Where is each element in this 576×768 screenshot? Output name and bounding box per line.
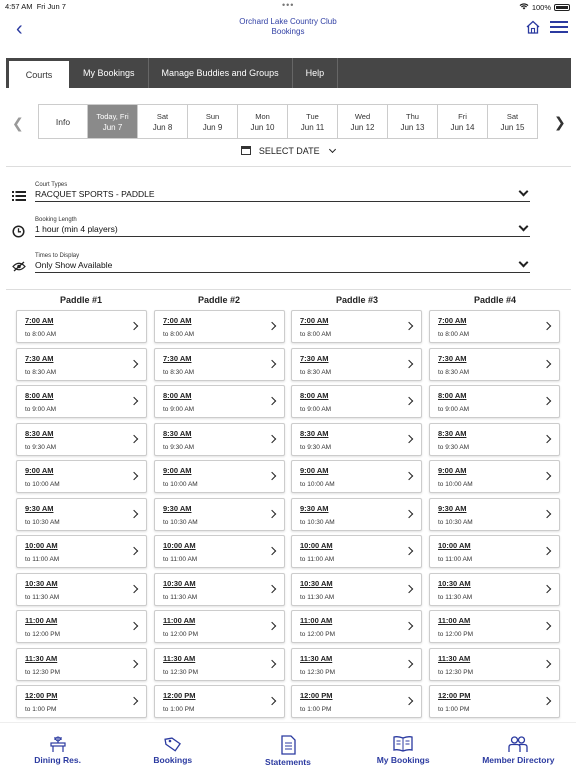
chevron-right-icon (405, 659, 413, 667)
slot-start-time: 7:30 AM (438, 353, 467, 363)
time-slot-button[interactable] (291, 573, 422, 606)
date-day: Jun 15 (500, 122, 525, 132)
date-info-cell[interactable] (38, 104, 88, 139)
time-slot-button[interactable] (291, 348, 422, 381)
date-day: Jun 8 (152, 122, 173, 132)
chevron-right-icon (543, 359, 551, 367)
slot-start-time: 8:30 AM (300, 428, 329, 438)
time-slot-button[interactable] (16, 498, 147, 531)
date-cell[interactable] (238, 104, 288, 139)
date-weekday: Sun (205, 111, 220, 121)
eye-slash-icon (12, 261, 26, 275)
date-day: Jun 14 (450, 122, 475, 132)
slot-start-time: 7:00 AM (163, 316, 192, 325)
slot-end-time: to 10:30 AM (25, 518, 60, 526)
slot-start-time: 10:00 AM (163, 541, 196, 550)
time-slot-button[interactable] (154, 685, 285, 718)
slot-start-time: 11:00 AM (163, 616, 196, 625)
time-slot-button[interactable] (291, 423, 422, 456)
slot-end-time: to 1:00 PM (163, 706, 195, 713)
booking-length-value: 1 hour (min 4 players) (35, 224, 118, 234)
chevron-right-icon (130, 322, 138, 330)
slot-end-time: to 10:30 AM (300, 518, 335, 526)
slot-end-time: to 8:00 AM (25, 331, 57, 338)
slot-start-time: 8:00 AM (25, 391, 54, 400)
time-slot-button[interactable] (16, 423, 147, 456)
date-cell[interactable] (138, 104, 188, 139)
slot-end-time: to 9:30 AM (163, 443, 195, 451)
slot-end-time: to 8:30 AM (300, 368, 332, 376)
date-weekday: Today, Fri (96, 111, 129, 121)
slot-start-time: 8:30 AM (25, 428, 54, 438)
tab-my-bookings[interactable]: My Bookings (70, 58, 149, 88)
court-type-underline (35, 201, 530, 202)
slot-start-time: 9:30 AM (163, 503, 192, 513)
times-display-value: Only Show Available (35, 260, 113, 270)
time-slot-button[interactable] (291, 460, 422, 493)
time-slot-button[interactable] (154, 610, 285, 643)
wifi-icon (519, 2, 529, 12)
chevron-right-icon (268, 509, 276, 517)
slot-end-time: to 10:00 AM (300, 481, 335, 488)
slot-end-time: to 12:30 PM (163, 668, 199, 676)
nav-label: Dining Res. (34, 755, 81, 765)
slot-start-time: 11:30 AM (25, 653, 58, 663)
slot-start-time: 9:00 AM (438, 466, 467, 475)
date-cell[interactable] (338, 104, 388, 139)
book-icon (392, 735, 414, 753)
slot-end-time: to 8:00 AM (163, 331, 195, 338)
time-slot-button[interactable] (154, 460, 285, 493)
slot-end-time: to 11:30 AM (163, 593, 198, 601)
battery-percent: 100% (531, 2, 551, 12)
time-slot-button[interactable] (154, 648, 285, 681)
status-bar (0, 0, 576, 12)
dining-icon (48, 735, 68, 753)
time-slot-button[interactable] (16, 348, 147, 381)
nav-label: Statements (265, 757, 311, 767)
chevron-right-icon (130, 584, 138, 592)
slot-start-time: 10:00 AM (300, 541, 333, 550)
chevron-right-icon (543, 547, 551, 555)
chevron-right-icon (130, 509, 138, 517)
slot-start-time: 9:30 AM (25, 503, 54, 513)
chevron-right-icon (543, 472, 551, 480)
date-cell[interactable] (488, 104, 538, 139)
app-header (0, 12, 576, 48)
date-cell[interactable] (438, 104, 488, 139)
clock-icon (12, 225, 26, 239)
back-chevron-icon[interactable]: ‹ (16, 18, 23, 40)
booking-length-underline (35, 236, 530, 237)
date-weekday: Fri (458, 111, 467, 121)
select-date-label: SELECT DATE (258, 146, 320, 156)
time-slot-button[interactable] (429, 535, 560, 568)
nav-my-bookings[interactable] (353, 723, 453, 768)
times-display-label: Times to Display (35, 253, 80, 259)
divider (6, 289, 571, 290)
court-type-select[interactable] (12, 182, 532, 212)
slot-start-time: 10:00 AM (25, 541, 58, 550)
slot-end-time: to 12:30 PM (300, 668, 336, 676)
slot-end-time: to 10:00 AM (163, 481, 198, 488)
slot-end-time: to 8:30 AM (25, 368, 57, 376)
time-slot-button[interactable] (154, 573, 285, 606)
slot-end-time: to 9:30 AM (438, 443, 470, 451)
date-cell[interactable] (288, 104, 338, 139)
time-slot-button[interactable] (16, 648, 147, 681)
slot-start-time: 12:00 PM (300, 691, 333, 700)
chevron-right-icon (268, 434, 276, 442)
time-slot-button[interactable] (429, 348, 560, 381)
slot-end-time: to 11:00 AM (25, 556, 60, 563)
slot-end-time: to 8:30 AM (438, 368, 470, 376)
date-day: Jun 9 (202, 122, 223, 132)
slot-start-time: 7:30 AM (300, 353, 329, 363)
slot-start-time: 11:00 AM (300, 616, 333, 625)
date-day: Jun 7 (102, 122, 123, 132)
chevron-right-icon (130, 397, 138, 405)
time-slot-button[interactable] (429, 310, 560, 343)
slot-end-time: to 12:00 PM (25, 631, 61, 638)
time-slot-button[interactable] (429, 460, 560, 493)
time-slot-button[interactable] (154, 385, 285, 418)
chevron-right-icon (405, 397, 413, 405)
chevron-right-icon (543, 509, 551, 517)
slot-start-time: 12:00 PM (438, 691, 471, 700)
tab-courts[interactable]: Courts (8, 60, 70, 88)
tag-icon (163, 735, 183, 753)
chevron-right-icon (130, 472, 138, 480)
date-info-label: Info (55, 116, 71, 127)
slot-end-time: to 12:00 PM (163, 631, 199, 638)
slot-start-time: 11:00 AM (25, 616, 58, 625)
time-slot-button[interactable] (16, 385, 147, 418)
slot-end-time: to 11:30 AM (300, 593, 335, 601)
next-dates-chevron-icon[interactable]: ❯ (554, 114, 566, 130)
slot-start-time: 9:30 AM (438, 503, 467, 513)
chevron-right-icon (543, 697, 551, 705)
court-header: Paddle #1 (59, 295, 103, 305)
slot-start-time: 11:00 AM (438, 616, 471, 625)
slot-end-time: to 9:30 AM (300, 443, 332, 451)
time-slot-button[interactable] (154, 310, 285, 343)
slot-start-time: 10:30 AM (300, 578, 333, 588)
date-cell[interactable] (388, 104, 438, 139)
slot-end-time: to 8:00 AM (300, 331, 332, 338)
slot-end-time: to 10:30 AM (438, 518, 473, 526)
slot-start-time: 7:00 AM (300, 316, 329, 325)
slot-start-time: 11:30 AM (438, 653, 471, 663)
time-slot-button[interactable] (291, 648, 422, 681)
chevron-right-icon (130, 659, 138, 667)
slot-start-time: 10:30 AM (163, 578, 196, 588)
court-type-label: Court Types (35, 182, 68, 188)
slot-start-time: 9:30 AM (300, 503, 329, 513)
time-slot-button[interactable] (154, 535, 285, 568)
date-weekday: Mon (255, 111, 270, 121)
court-header: Paddle #2 (197, 295, 241, 305)
time-slot-button[interactable] (16, 535, 147, 568)
chevron-right-icon (405, 547, 413, 555)
slot-start-time: 8:00 AM (438, 391, 467, 400)
slot-start-time: 7:00 AM (25, 316, 54, 325)
time-slot-button[interactable] (154, 498, 285, 531)
date-weekday: Thu (406, 111, 419, 121)
chevron-right-icon (130, 547, 138, 555)
slot-start-time: 12:00 PM (25, 691, 58, 700)
chevron-down-icon (519, 222, 529, 232)
slot-start-time: 8:30 AM (163, 428, 192, 438)
chevron-right-icon (543, 434, 551, 442)
time-slot-button[interactable] (154, 423, 285, 456)
time-slot-button[interactable] (291, 385, 422, 418)
multitask-dots-icon[interactable]: ••• (282, 0, 295, 10)
battery-icon (554, 4, 570, 11)
date-day: Jun 13 (400, 122, 425, 132)
chevron-right-icon (405, 622, 413, 630)
chevron-right-icon (130, 697, 138, 705)
chevron-right-icon (405, 472, 413, 480)
chevron-down-icon (329, 146, 336, 153)
slot-end-time: to 10:00 AM (25, 481, 60, 488)
slot-start-time: 7:30 AM (163, 353, 192, 363)
time-slot-button[interactable] (16, 610, 147, 643)
chevron-right-icon (268, 397, 276, 405)
slot-end-time: to 12:30 PM (25, 668, 61, 676)
nav-statements[interactable] (238, 723, 338, 768)
slot-end-time: to 12:00 PM (300, 631, 336, 638)
slot-start-time: 9:00 AM (300, 466, 329, 475)
time-slot-button[interactable] (16, 685, 147, 718)
status-date: Fri Jun 7 (36, 2, 66, 11)
time-slot-button[interactable] (429, 685, 560, 718)
slot-start-time: 7:30 AM (25, 353, 54, 363)
slot-end-time: to 12:30 PM (438, 668, 474, 676)
chevron-right-icon (543, 659, 551, 667)
time-slot-button[interactable] (291, 610, 422, 643)
slot-start-time: 11:30 AM (300, 653, 333, 663)
chevron-right-icon (268, 622, 276, 630)
date-day: Jun 11 (300, 122, 325, 132)
date-weekday: Tue (306, 111, 319, 121)
time-slot-button[interactable] (291, 535, 422, 568)
court-header: Paddle #3 (335, 295, 379, 305)
date-day: Jun 12 (350, 122, 375, 132)
status-time: 4:57 AM (5, 2, 33, 11)
chevron-right-icon (405, 359, 413, 367)
slot-end-time: to 11:30 AM (438, 593, 473, 601)
slot-end-time: to 9:00 AM (163, 406, 195, 413)
home-icon[interactable] (525, 19, 541, 35)
select-date-button[interactable] (0, 146, 576, 156)
slot-end-time: to 10:30 AM (163, 518, 198, 526)
club-name: Orchard Lake Country Club (239, 17, 337, 26)
tab-help[interactable]: Help (293, 58, 339, 88)
time-slot-button[interactable] (154, 348, 285, 381)
slot-end-time: to 1:00 PM (25, 706, 57, 713)
nav-dining-res[interactable] (8, 723, 108, 768)
slot-start-time: 12:00 PM (163, 691, 196, 700)
chevron-right-icon (268, 359, 276, 367)
chevron-down-icon (519, 258, 529, 268)
time-slot-button[interactable] (429, 573, 560, 606)
chevron-right-icon (268, 697, 276, 705)
time-slot-button[interactable] (16, 460, 147, 493)
chevron-right-icon (543, 322, 551, 330)
court-header: Paddle #4 (473, 295, 517, 305)
status-time-date (5, 2, 66, 11)
nav-label: My Bookings (376, 755, 430, 765)
chevron-right-icon (405, 584, 413, 592)
nav-member-directory[interactable] (468, 723, 568, 768)
slot-start-time: 10:30 AM (25, 578, 58, 588)
chevron-right-icon (405, 434, 413, 442)
people-icon (507, 735, 529, 753)
chevron-right-icon (268, 322, 276, 330)
slot-start-time: 10:00 AM (438, 541, 471, 550)
slot-end-time: to 1:00 PM (300, 706, 332, 713)
time-slot-button[interactable] (429, 423, 560, 456)
slot-start-time: 11:30 AM (163, 653, 196, 663)
slot-start-time: 8:00 AM (163, 391, 192, 400)
time-slot-button[interactable] (291, 310, 422, 343)
bottom-navigation (0, 722, 576, 768)
date-cell[interactable] (88, 104, 138, 139)
time-slot-button[interactable] (429, 648, 560, 681)
tab-bar (6, 58, 571, 88)
slot-end-time: to 12:00 PM (438, 631, 474, 638)
date-day: Jun 10 (250, 122, 275, 132)
chevron-right-icon (405, 509, 413, 517)
slot-end-time: to 11:00 AM (163, 556, 198, 563)
slot-start-time: 9:00 AM (163, 466, 192, 475)
divider (6, 166, 571, 167)
times-display-select[interactable] (12, 253, 532, 283)
slot-end-time: to 1:00 PM (438, 706, 470, 713)
hamburger-menu-icon[interactable] (550, 21, 568, 35)
chevron-right-icon (543, 584, 551, 592)
chevron-down-icon (519, 187, 529, 197)
slot-start-time: 8:00 AM (300, 391, 329, 400)
chevron-right-icon (543, 622, 551, 630)
time-slot-button[interactable] (429, 498, 560, 531)
slot-end-time: to 11:00 AM (438, 556, 473, 563)
calendar-icon (241, 146, 251, 155)
slot-end-time: to 9:30 AM (25, 443, 57, 451)
date-selector (38, 104, 538, 139)
slot-start-time: 9:00 AM (25, 466, 54, 475)
chevron-right-icon (268, 584, 276, 592)
time-slot-button[interactable] (16, 310, 147, 343)
list-icon (12, 190, 26, 204)
document-icon (279, 735, 297, 755)
nav-label: Bookings (153, 755, 193, 765)
nav-label: Member Directory (482, 755, 555, 765)
court-headers (12, 295, 564, 305)
time-slot-button[interactable] (429, 385, 560, 418)
date-weekday: Wed (354, 111, 371, 121)
slot-end-time: to 9:00 AM (25, 406, 57, 413)
time-slot-button[interactable] (291, 498, 422, 531)
chevron-right-icon (543, 397, 551, 405)
slot-end-time: to 11:30 AM (25, 593, 60, 601)
chevron-right-icon (268, 659, 276, 667)
time-slot-button[interactable] (291, 685, 422, 718)
nav-bookings[interactable] (123, 723, 223, 768)
chevron-right-icon (405, 697, 413, 705)
prev-dates-chevron-icon[interactable]: ❮ (12, 115, 24, 131)
slot-start-time: 7:00 AM (438, 316, 467, 325)
slot-end-time: to 10:00 AM (438, 481, 473, 488)
date-cell[interactable] (188, 104, 238, 139)
date-weekday: Sat (156, 111, 169, 121)
slot-start-time: 8:30 AM (438, 428, 467, 438)
times-display-underline (35, 272, 530, 273)
chevron-right-icon (130, 359, 138, 367)
page-title: Bookings (271, 27, 305, 36)
chevron-right-icon (268, 472, 276, 480)
date-weekday: Sat (506, 111, 519, 121)
slot-end-time: to 9:00 AM (438, 406, 470, 413)
tab-manage-buddies[interactable]: Manage Buddies and Groups (149, 58, 293, 88)
chevron-right-icon (130, 434, 138, 442)
chevron-right-icon (405, 322, 413, 330)
slot-end-time: to 8:00 AM (438, 331, 470, 338)
court-type-value: RACQUET SPORTS - PADDLE (35, 189, 155, 199)
slot-end-time: to 11:00 AM (300, 556, 335, 563)
slot-start-time: 10:30 AM (438, 578, 471, 588)
chevron-right-icon (268, 547, 276, 555)
status-right (519, 2, 570, 12)
time-slot-button[interactable] (429, 610, 560, 643)
slot-end-time: to 9:00 AM (300, 406, 332, 413)
chevron-right-icon (130, 622, 138, 630)
booking-length-label: Booking Length (35, 217, 77, 223)
time-slot-button[interactable] (16, 573, 147, 606)
slot-end-time: to 8:30 AM (163, 368, 195, 376)
booking-length-select[interactable] (12, 217, 532, 247)
